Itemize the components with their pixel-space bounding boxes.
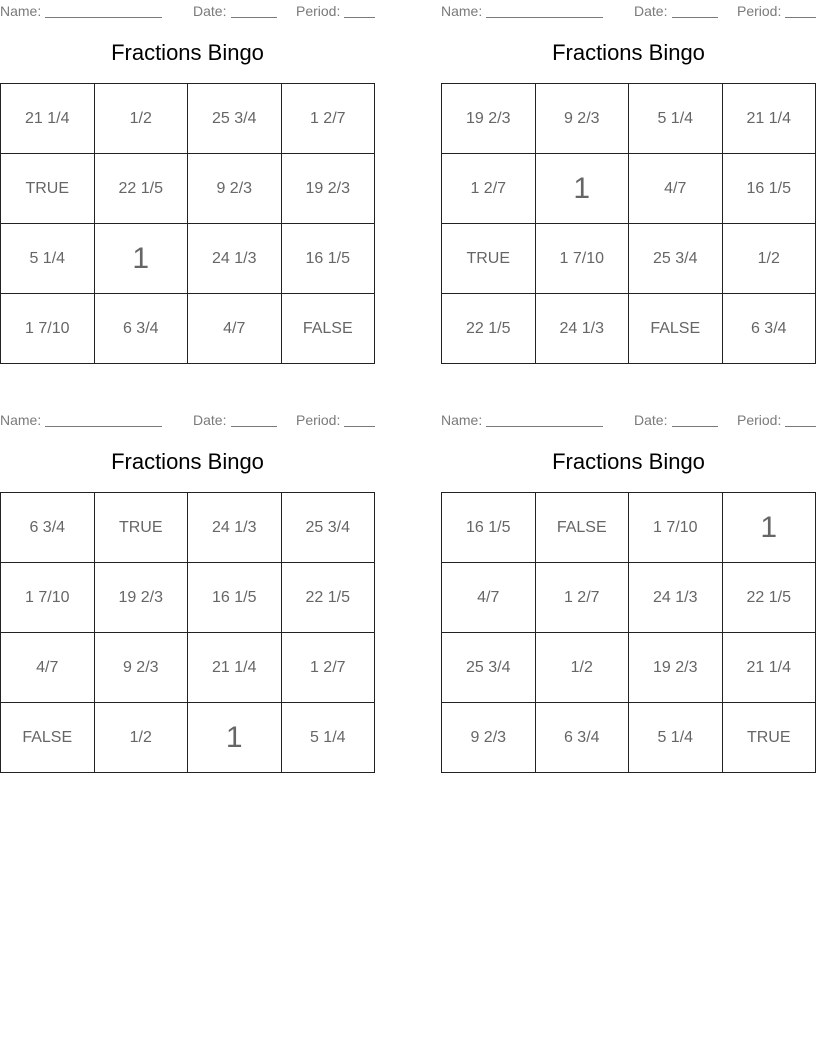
bingo-cell: 1/2 — [94, 84, 188, 154]
period-blank — [785, 426, 816, 427]
bingo-cell: 25 3/4 — [281, 493, 375, 563]
bingo-cell: 16 1/5 — [442, 493, 536, 563]
name-blank — [45, 17, 162, 18]
bingo-cell: 1 2/7 — [281, 84, 375, 154]
date-blank — [672, 426, 718, 427]
grid-row — [1, 493, 375, 563]
period-label: Period: — [737, 3, 782, 19]
card-title: Fractions Bingo — [552, 40, 705, 65]
bingo-cell: 4/7 — [188, 294, 282, 364]
name-label: Name: — [441, 3, 483, 19]
date-label: Date: — [193, 412, 227, 428]
bingo-cell: 9 2/3 — [535, 84, 629, 154]
bingo-grid — [441, 83, 816, 364]
bingo-cell: 25 3/4 — [188, 84, 282, 154]
bingo-cell: 25 3/4 — [629, 224, 723, 294]
bingo-cell: 9 2/3 — [94, 633, 188, 703]
bingo-cell: 1 2/7 — [442, 154, 536, 224]
period-label: Period: — [737, 412, 782, 428]
grid-row — [442, 224, 816, 294]
bingo-cell: TRUE — [722, 703, 816, 773]
bingo-cell: 22 1/5 — [722, 563, 816, 633]
grid-row — [1, 294, 375, 364]
card-title: Fractions Bingo — [111, 449, 264, 474]
bingo-cell: FALSE — [629, 294, 723, 364]
bingo-cell: 5 1/4 — [1, 224, 95, 294]
bingo-cell: 24 1/3 — [535, 294, 629, 364]
bingo-cell: 9 2/3 — [188, 154, 282, 224]
bingo-cell: 1 2/7 — [281, 633, 375, 703]
grid-row — [442, 563, 816, 633]
period-blank — [344, 426, 375, 427]
bingo-cell: 6 3/4 — [535, 703, 629, 773]
bingo-cell: FALSE — [1, 703, 95, 773]
bingo-cell: 1 7/10 — [1, 294, 95, 364]
grid-row — [442, 703, 816, 773]
bingo-cell: 1 2/7 — [535, 563, 629, 633]
grid-row — [1, 633, 375, 703]
bingo-cell: TRUE — [94, 493, 188, 563]
bingo-cell: 5 1/4 — [629, 703, 723, 773]
date-blank — [231, 426, 277, 427]
grid-row — [442, 633, 816, 703]
bingo-grid — [0, 83, 375, 364]
bingo-grid — [0, 492, 375, 773]
free-space-cell: 1 — [535, 154, 629, 224]
bingo-cell: 5 1/4 — [281, 703, 375, 773]
bingo-cell: 4/7 — [1, 633, 95, 703]
name-label: Name: — [0, 3, 42, 19]
period-label: Period: — [296, 412, 341, 428]
date-label: Date: — [634, 3, 668, 19]
grid-row — [1, 154, 375, 224]
bingo-cell: 19 2/3 — [281, 154, 375, 224]
grid-row — [1, 224, 375, 294]
bingo-cell: 4/7 — [442, 563, 536, 633]
bingo-cell: 16 1/5 — [188, 563, 282, 633]
bingo-cell: 22 1/5 — [281, 563, 375, 633]
grid-row — [1, 703, 375, 773]
bingo-cell: 9 2/3 — [442, 703, 536, 773]
free-space-cell: 1 — [722, 493, 816, 563]
bingo-cell: FALSE — [535, 493, 629, 563]
bingo-card-4 — [441, 409, 816, 774]
bingo-cell: 19 2/3 — [629, 633, 723, 703]
card-header — [441, 412, 816, 428]
bingo-cell: TRUE — [442, 224, 536, 294]
card-title: Fractions Bingo — [111, 40, 264, 65]
bingo-card-2 — [441, 0, 816, 365]
bingo-cell: 1/2 — [722, 224, 816, 294]
bingo-cell: 24 1/3 — [188, 493, 282, 563]
bingo-cell: 16 1/5 — [281, 224, 375, 294]
free-space-cell: 1 — [188, 703, 282, 773]
name-blank — [486, 426, 603, 427]
name-label: Name: — [441, 412, 483, 428]
grid-row — [442, 294, 816, 364]
bingo-cell: 24 1/3 — [629, 563, 723, 633]
bingo-cell: 1/2 — [94, 703, 188, 773]
grid-row — [1, 563, 375, 633]
bingo-cell: 19 2/3 — [94, 563, 188, 633]
date-blank — [672, 17, 718, 18]
name-label: Name: — [0, 412, 42, 428]
bingo-cell: 6 3/4 — [94, 294, 188, 364]
bingo-cell: 21 1/4 — [1, 84, 95, 154]
bingo-cell: 6 3/4 — [722, 294, 816, 364]
bingo-cell: 21 1/4 — [722, 633, 816, 703]
bingo-cell: 1 7/10 — [1, 563, 95, 633]
bingo-cell: 1/2 — [535, 633, 629, 703]
card-header — [441, 3, 816, 19]
bingo-cell: 5 1/4 — [629, 84, 723, 154]
period-blank — [344, 17, 375, 18]
bingo-card-3 — [0, 409, 375, 774]
grid-row — [442, 493, 816, 563]
card-title: Fractions Bingo — [552, 449, 705, 474]
card-header — [0, 3, 375, 19]
bingo-cell: 22 1/5 — [442, 294, 536, 364]
date-blank — [231, 17, 277, 18]
card-header — [0, 412, 375, 428]
bingo-card-1 — [0, 0, 375, 365]
bingo-cell: 19 2/3 — [442, 84, 536, 154]
bingo-cell: 1 7/10 — [629, 493, 723, 563]
grid-row — [442, 154, 816, 224]
bingo-cell: 4/7 — [629, 154, 723, 224]
bingo-cell: 16 1/5 — [722, 154, 816, 224]
name-blank — [486, 17, 603, 18]
period-label: Period: — [296, 3, 341, 19]
bingo-grid — [441, 492, 816, 773]
bingo-cell: 25 3/4 — [442, 633, 536, 703]
grid-row — [1, 84, 375, 154]
bingo-cell: 1 7/10 — [535, 224, 629, 294]
bingo-cell: FALSE — [281, 294, 375, 364]
period-blank — [785, 17, 816, 18]
free-space-cell: 1 — [94, 224, 188, 294]
grid-row — [442, 84, 816, 154]
bingo-cell: 22 1/5 — [94, 154, 188, 224]
name-blank — [45, 426, 162, 427]
date-label: Date: — [634, 412, 668, 428]
bingo-cell: 6 3/4 — [1, 493, 95, 563]
bingo-cell: 21 1/4 — [722, 84, 816, 154]
bingo-cell: TRUE — [1, 154, 95, 224]
date-label: Date: — [193, 3, 227, 19]
bingo-cell: 24 1/3 — [188, 224, 282, 294]
bingo-cell: 21 1/4 — [188, 633, 282, 703]
